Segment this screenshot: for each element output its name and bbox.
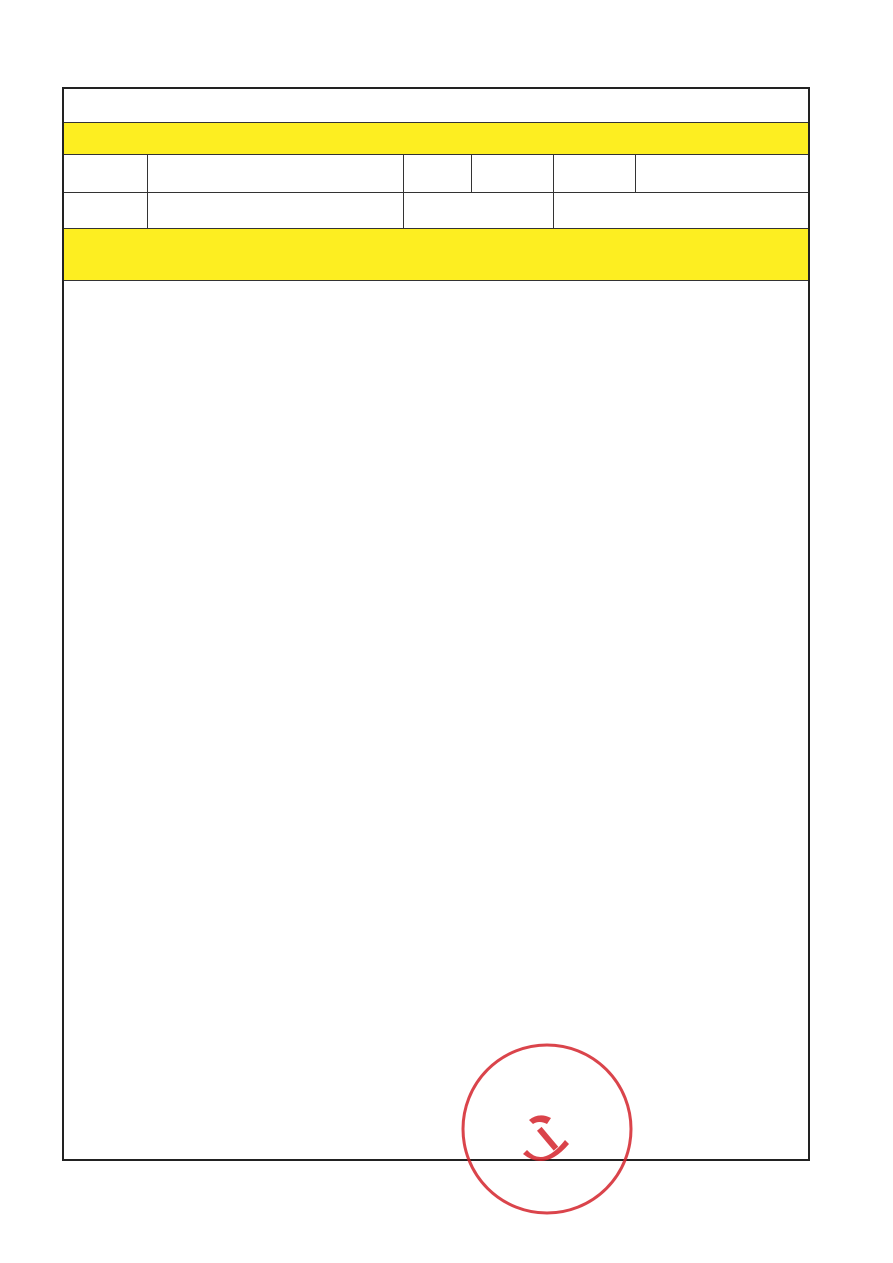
filler-value (472, 155, 554, 192)
section2-heading (64, 229, 808, 281)
period-value (148, 193, 404, 228)
filler-label (404, 155, 472, 192)
fee-value (554, 193, 808, 228)
section1-heading (64, 123, 808, 155)
official-seal (458, 1040, 636, 1218)
phone-label (554, 155, 636, 192)
unit-value (148, 155, 404, 192)
fee-label (404, 193, 554, 228)
info-row-2 (64, 193, 808, 229)
info-row-1 (64, 155, 808, 193)
party-emblem-icon (523, 1115, 569, 1161)
phone-value (636, 155, 808, 192)
report-sheet (62, 87, 810, 1161)
period-label (64, 193, 148, 228)
title-row (64, 89, 808, 123)
report-title (64, 89, 808, 122)
unit-label (64, 155, 148, 192)
